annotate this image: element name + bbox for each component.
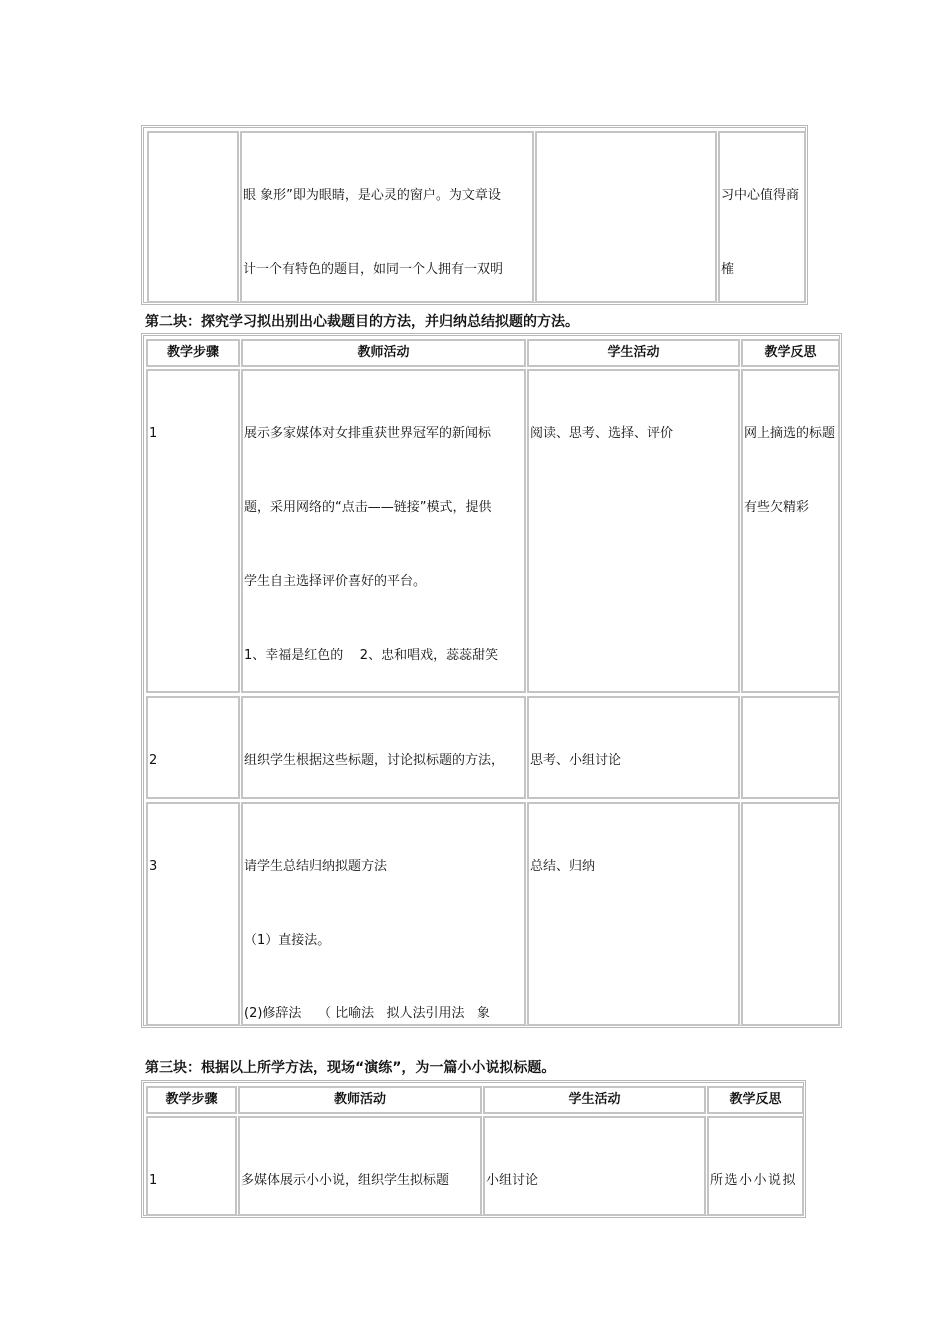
text-line: 小组讨论 (486, 1173, 539, 1188)
header-step: 教学步骤 (146, 339, 240, 367)
step-cell (146, 1116, 237, 1216)
table-section3 (141, 1080, 806, 1218)
text-line: 展示多家媒体对女排重获世界冠军的新闻标 (244, 426, 492, 442)
header-reflection: 教学反思 (741, 339, 840, 367)
step-cell (146, 369, 240, 693)
student-activity-cell (535, 131, 717, 303)
text-line: (2)修辞法 （ 比喻法 拟人法引用法 象 (244, 1006, 490, 1021)
text-line: 1、幸福是红色的 2、忠和唱戏，蕊蕊甜笑 (244, 647, 499, 663)
teacher-activity-cell (240, 131, 534, 303)
text-line: 有些欠精彩 (744, 499, 810, 515)
student-activity-cell (527, 369, 740, 693)
header-reflection: 教学反思 (707, 1086, 804, 1114)
header-teacher: 教师活动 (238, 1086, 482, 1114)
reflection-cell (741, 696, 840, 799)
student-activity-cell (527, 802, 740, 1026)
text-line: 多媒体展示小小说，组织学生拟标题 (241, 1173, 450, 1188)
text-line: 网上摘选的标题 (744, 426, 836, 441)
section-title: 第三块：根据以上所学方法，现场“演练”，为一篇小小说拟标题。 (145, 1060, 556, 1076)
student-activity-cell (527, 696, 740, 799)
student-activity-cell (483, 1116, 706, 1216)
table-continuation (141, 125, 808, 305)
header-student: 学生活动 (483, 1086, 706, 1114)
text-line: 请学生总结归纳拟题方法 (244, 859, 388, 874)
text-line: 计一个有特色的题目，如同一个人拥有一双明 (243, 261, 504, 277)
step-number: 1 (149, 1173, 158, 1188)
teacher-activity-cell (241, 696, 526, 799)
reflection-cell (741, 802, 840, 1026)
header-step: 教学步骤 (146, 1086, 237, 1114)
step-number: 2 (149, 753, 158, 768)
header-student: 学生活动 (527, 339, 740, 367)
text-line: 总结、归纳 (530, 859, 596, 874)
text-line: 组织学生根据这些标题，讨论拟标题的方法， (244, 753, 505, 768)
step-number: 1 (149, 426, 158, 441)
text-line: 榷 (721, 261, 735, 277)
header-teacher: 教师活动 (241, 339, 526, 367)
text-line: 习中心值得商 (721, 188, 800, 203)
reflection-cell (718, 131, 806, 303)
step-cell (146, 802, 240, 1026)
teacher-activity-cell (238, 1116, 482, 1216)
text-line: 学生自主选择评价喜好的平台。 (244, 573, 427, 589)
text-line: 思考、小组讨论 (530, 753, 622, 768)
step-cell (146, 696, 240, 799)
table-section2 (141, 333, 842, 1028)
step-cell (147, 131, 239, 303)
text-line: 题，采用网络的“点击——链接”模式，提供 (244, 499, 492, 515)
text-line: 阅读、思考、选择、评价 (530, 426, 674, 441)
teacher-activity-cell (241, 802, 526, 1026)
text-line: 眼 象形”即为眼睛，是心灵的窗户。为文章设 (243, 188, 501, 203)
reflection-cell (741, 369, 840, 693)
text-line: 所选小小说拟 (710, 1173, 798, 1188)
text-line: （1）直接法。 (244, 932, 331, 948)
reflection-cell (707, 1116, 804, 1216)
section-title: 第二块：探究学习拟出别出心裁题目的方法，并归纳总结拟题的方法。 (145, 314, 579, 330)
step-number: 3 (149, 859, 158, 874)
teacher-activity-cell (241, 369, 526, 693)
